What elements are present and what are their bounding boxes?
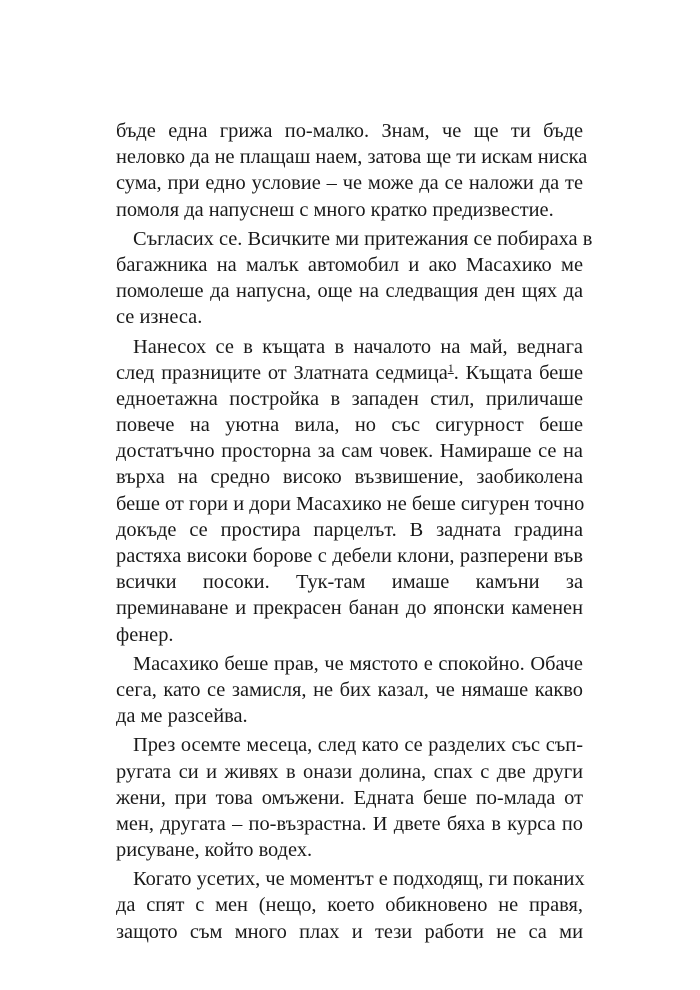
text-line: През осемте месеца, след като се разделих със съп- bbox=[133, 734, 583, 757]
text-line: защото съм много плах и тези работи не са ми bbox=[116, 920, 583, 943]
text-line: помоля да напуснеш с много кратко предизвестие. bbox=[116, 198, 554, 221]
text-line: Нанесох се в къщата в началото на май, веднага bbox=[133, 335, 583, 358]
text-line: повече на уютна вила, но със сигурност беше bbox=[116, 414, 583, 437]
text-line: мен, другата – по-възрастна. И двете бяха в курса по bbox=[116, 812, 583, 835]
text-line: преминаване и прекрасен банан до японски каменен bbox=[116, 597, 583, 620]
text-line: Съгласих се. Всичките ми притежания се побираха в bbox=[133, 227, 593, 250]
text-line: фенер. bbox=[116, 623, 174, 646]
text-line: неловко да не плащаш наем, затова ще ти искам ниска bbox=[116, 146, 588, 169]
text-line: помолеше да напусна, още на следващия ден щях да bbox=[116, 280, 583, 303]
text-line: след празниците от Златната седмица$^1$. Къщата беше bbox=[116, 360, 583, 384]
text-line: върха на средно високо възвишение, заобиколена bbox=[116, 466, 583, 489]
paragraph-1 bbox=[116, 118, 588, 223]
text-line: сума, при едно условие – че може да се наложи да те bbox=[116, 172, 583, 195]
paragraph-3 bbox=[116, 334, 583, 648]
text-line: Когато усетих, че моментът е подходящ, ги поканих bbox=[133, 868, 585, 891]
text-line: ругата си и живях в онази долина, спах с две други bbox=[116, 760, 583, 783]
paragraph-6 bbox=[116, 866, 583, 945]
text-line: едноетажна постройка в западен стил, приличаше bbox=[116, 387, 583, 410]
text-line: беше от гори и дори Масахико не беше сигурен точно bbox=[116, 492, 585, 515]
text-line: да спят с мен (нещо, което обикновено не правя, bbox=[116, 894, 583, 917]
text-line: се изнеса. bbox=[116, 306, 203, 329]
text-line: да ме разсейва. bbox=[116, 705, 248, 728]
paragraph-4 bbox=[116, 651, 583, 730]
text-line: всички посоки. Тук-там имаше камъни за bbox=[116, 571, 583, 594]
text-line: бъде една грижа по-малко. Знам, че ще ти бъде bbox=[116, 120, 583, 142]
text-line: сега, като се замисля, не бих казал, че нямаше какво bbox=[116, 678, 583, 701]
page-body bbox=[116, 118, 593, 945]
text-line: жени, при това омъжени. Едната беше по-млада от bbox=[116, 786, 583, 809]
text-line: рисуване, който водех. bbox=[116, 839, 313, 862]
paragraph-2 bbox=[116, 226, 593, 331]
text-line: достатъчно просторна за сам човек. Намираше се на bbox=[116, 440, 583, 463]
text-line: багажника на малък автомобил и ако Масахико ме bbox=[116, 253, 583, 276]
text-line: растяха високи борове с дебели клони, разперени във bbox=[116, 545, 583, 567]
text-line: Масахико беше прав, че мястото е спокойно. Обаче bbox=[133, 652, 583, 675]
paragraph-5 bbox=[116, 732, 583, 863]
text-line: докъде се простира парцелът. В задната градина bbox=[116, 518, 583, 541]
footnote-link[interactable]: 1 bbox=[447, 360, 454, 375]
